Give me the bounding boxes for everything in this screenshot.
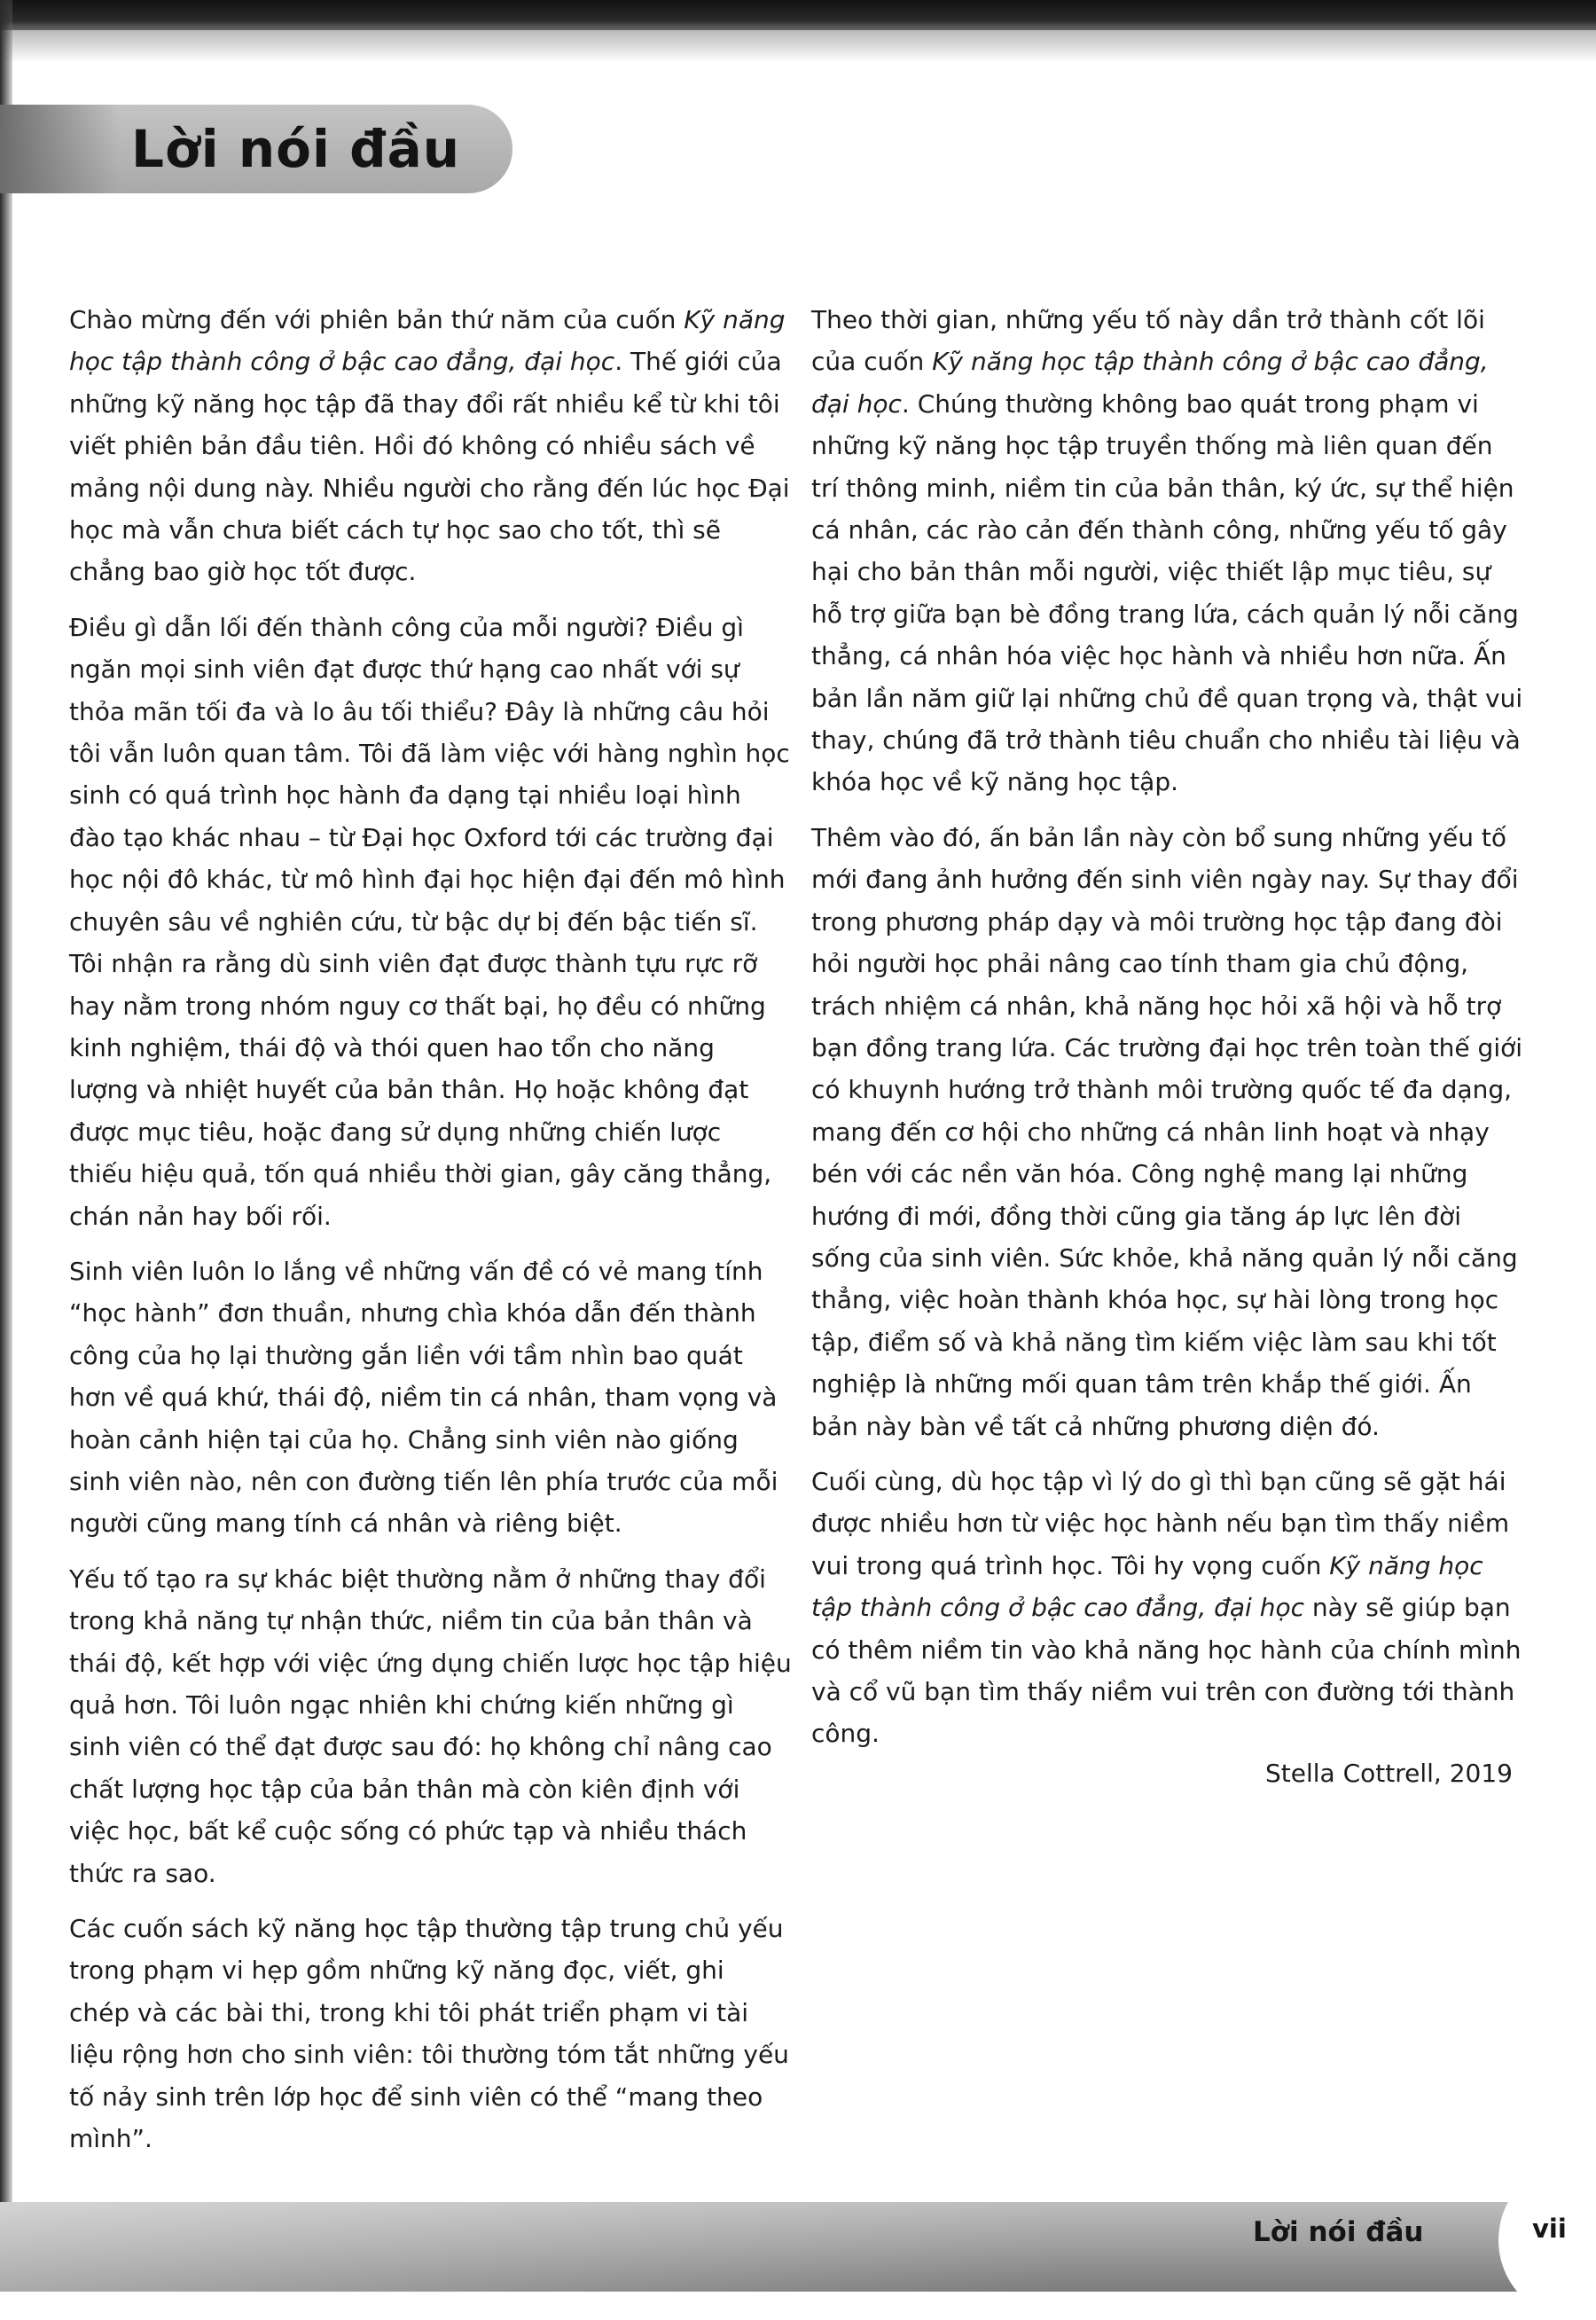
paragraph-students-worry: Sinh viên luôn lo lắng về những vấn đề có vẻ mang tính “học hành” đơn thuần, nhưng chìa khóa dẫn đến thành công của họ lại thường gắn liền với tầm nhìn bao quát hơn về quá khứ, thái độ, niềm tin cá nhân, tham vọng và hoàn cảnh hiện tại của họ. Chẳng sinh viên nào giống sinh viên nào, nên con đường tiến lên phía trước của mỗi người cũng mang tính cá nhân và riêng biệt. xyxy=(69,1256,778,1539)
book-title-italic: Kỹ năng học tập thành công ở bậc cao đẳng, đại học xyxy=(69,305,786,377)
paragraph-text: . Chúng thường không bao quát trong phạm vi những kỹ năng học tập truyền thống mà liên quan đến trí thông minh, niềm tin của bản thân, ký ức, sự thể hiện cá nhân, các rào cản đến thành công, những yếu tố gây hại cho bản thân mỗi người, việc thiết lập mục tiêu, sự hỗ trợ giữa bạn bè đồng trang lứa, cách quản lý nỗi căng thẳng, cá nhân hóa việc học hành và nhiều hơn nữa. Ấn bản lần năm giữ lại những chủ đề quan trọng và, thật vui thay, chúng đã trở thành tiêu chuẩn cho nhiều tài liệu và khóa học về kỹ năng học tập. xyxy=(811,388,1523,797)
scan-border-top xyxy=(0,0,1596,30)
paragraph-text: Theo thời gian, những yếu tố này dần trở thành cốt lõi của cuốn xyxy=(811,305,1485,377)
paragraph-difference: Yếu tố tạo ra sự khác biệt thường nằm ở những thay đổi trong khả năng tự nhận thức, niềm tin của bản thân và thái độ, kết hợp với việc ứng dụng chiến lược học tập hiệu quả hơn. Tôi luôn ngạc nhiên khi chứng kiến những gì sinh viên có thể đạt được sau đó: họ không chỉ nâng cao chất lượng học tập của bản thân mà còn kiên định với việc học, bất kể cuộc sống có phức tạp và nhiều thách thức ra sao. xyxy=(69,1564,792,1888)
author-signature: Stella Cottrell, 2019 xyxy=(1265,1759,1513,1788)
paragraph-over-time xyxy=(811,299,1525,803)
paragraph-text: này sẽ giúp bạn có thêm niềm tin vào khả năng học hành của chính mình và cổ vũ bạn tìm thấy niềm vui trên con đường tới thành công. xyxy=(811,1593,1522,1749)
paragraph-text: . Thế giới của những kỹ năng học tập đã thay đổi rất nhiều kể từ khi tôi viết phiên bản đầu tiên. Hồi đó không có nhiều sách về mảng nội dung này. Nhiều người cho rằng đến lúc học Đại học mà vẫn chưa biết cách tự học sao cho tốt, thì sẽ chẳng bao giờ học tốt được. xyxy=(69,347,790,587)
paragraph-success: Điều gì dẫn lối đến thành công của mỗi người? Điều gì ngăn mọi sinh viên đạt được thứ hạng cao nhất với sự thỏa mãn tối đa và lo âu tối thiểu? Đây là những câu hỏi tôi vẫn luôn quan tâm. Tôi đã làm việc với hàng nghìn học sinh có quá trình học hành đa dạng tại nhiều loại hình đào tạo khác nhau – từ Đại học Oxford tới các trường đại học nội đô khác, từ mô hình đại học hiện đại đến mô hình chuyên sâu về nghiên cứu, từ bậc dự bị đến bậc tiến sĩ. Tôi nhận ra rằng dù sinh viên đạt được thành tựu rực rỡ hay nằm trong nhóm nguy cơ thất bại, họ đều có những kinh nghiệm, thái độ và thói quen hao tổn cho năng lượng và nhiệt huyết của bản thân. Họ hoặc không đạt được mục tiêu, hoặc đang sử dụng những chiến lược thiếu hiệu quả, tốn quá nhiều thời gian, gây căng thẳng, chán nản hay bối rối. xyxy=(69,612,790,1231)
title-banner-shade xyxy=(0,105,120,193)
page-number: vii xyxy=(1532,2214,1567,2244)
paragraph-finally xyxy=(811,1461,1525,1755)
scan-border-left xyxy=(0,0,12,2292)
paragraph-study-books: Các cuốn sách kỹ năng học tập thường tập trung chủ yếu trong phạm vi hẹp gồm những kỹ năng đọc, viết, ghi chép và các bài thi, trong khi tôi phát triển phạm vi tài liệu rộng hơn cho sinh viên: tôi thường tóm tắt những yếu tố nảy sinh trên lớp học để sinh viên có thể “mang theo mình”. xyxy=(69,1914,789,2154)
scan-shadow-top xyxy=(0,27,1596,62)
book-title-italic: Kỹ năng học tập thành công ở bậc cao đẳng, đại học xyxy=(811,1550,1483,1623)
paragraph-text: Cuối cùng, dù học tập vì lý do gì thì bạn cũng sẽ gặt hái được nhiều hơn từ việc học hành nếu bạn tìm thấy niềm vui trong quá trình học. Tôi hy vọng cuốn xyxy=(811,1466,1510,1580)
paragraph-welcome xyxy=(69,299,792,593)
left-column xyxy=(69,299,792,2173)
footer-title: Lời nói đầu xyxy=(1253,2216,1424,2248)
right-column xyxy=(811,299,1525,1768)
book-title-italic: Kỹ năng học tập thành công ở bậc cao đẳng, đại học xyxy=(811,347,1489,419)
paragraph-text: Chào mừng đến với phiên bản thứ năm của cuốn xyxy=(69,305,685,334)
footer-band-highlight xyxy=(0,2202,1064,2292)
page-title: Lời nói đầu xyxy=(131,119,461,179)
paragraph-new-edition: Thêm vào đó, ấn bản lần này còn bổ sung những yếu tố mới đang ảnh hưởng đến sinh viên ngày nay. Sự thay đổi trong phương pháp dạy và môi trường học tập đang đòi hỏi người học phải nâng cao tính tham gia chủ động, trách nhiệm cá nhân, khả năng học hỏi xã hội và hỗ trợ bạn đồng trang lứa. Các trường đại học trên toàn thế giới có khuynh hướng trở thành môi trường quốc tế đa dạng, mang đến cơ hội cho những cá nhân linh hoạt và nhạy bén với các nền văn hóa. Công nghệ mang lại những hướng đi mới, đồng thời cũng gia tăng áp lực lên đời sống của sinh viên. Sức khỏe, khả năng quản lý nỗi căng thẳng, việc hoàn thành khóa học, sự hài lòng trong học tập, điểm số và khả năng tìm kiếm việc làm sau khi tốt nghiệp là những mối quan tâm trên khắp thế giới. Ấn bản này bàn về tất cả những phương diện đó. xyxy=(811,822,1523,1441)
